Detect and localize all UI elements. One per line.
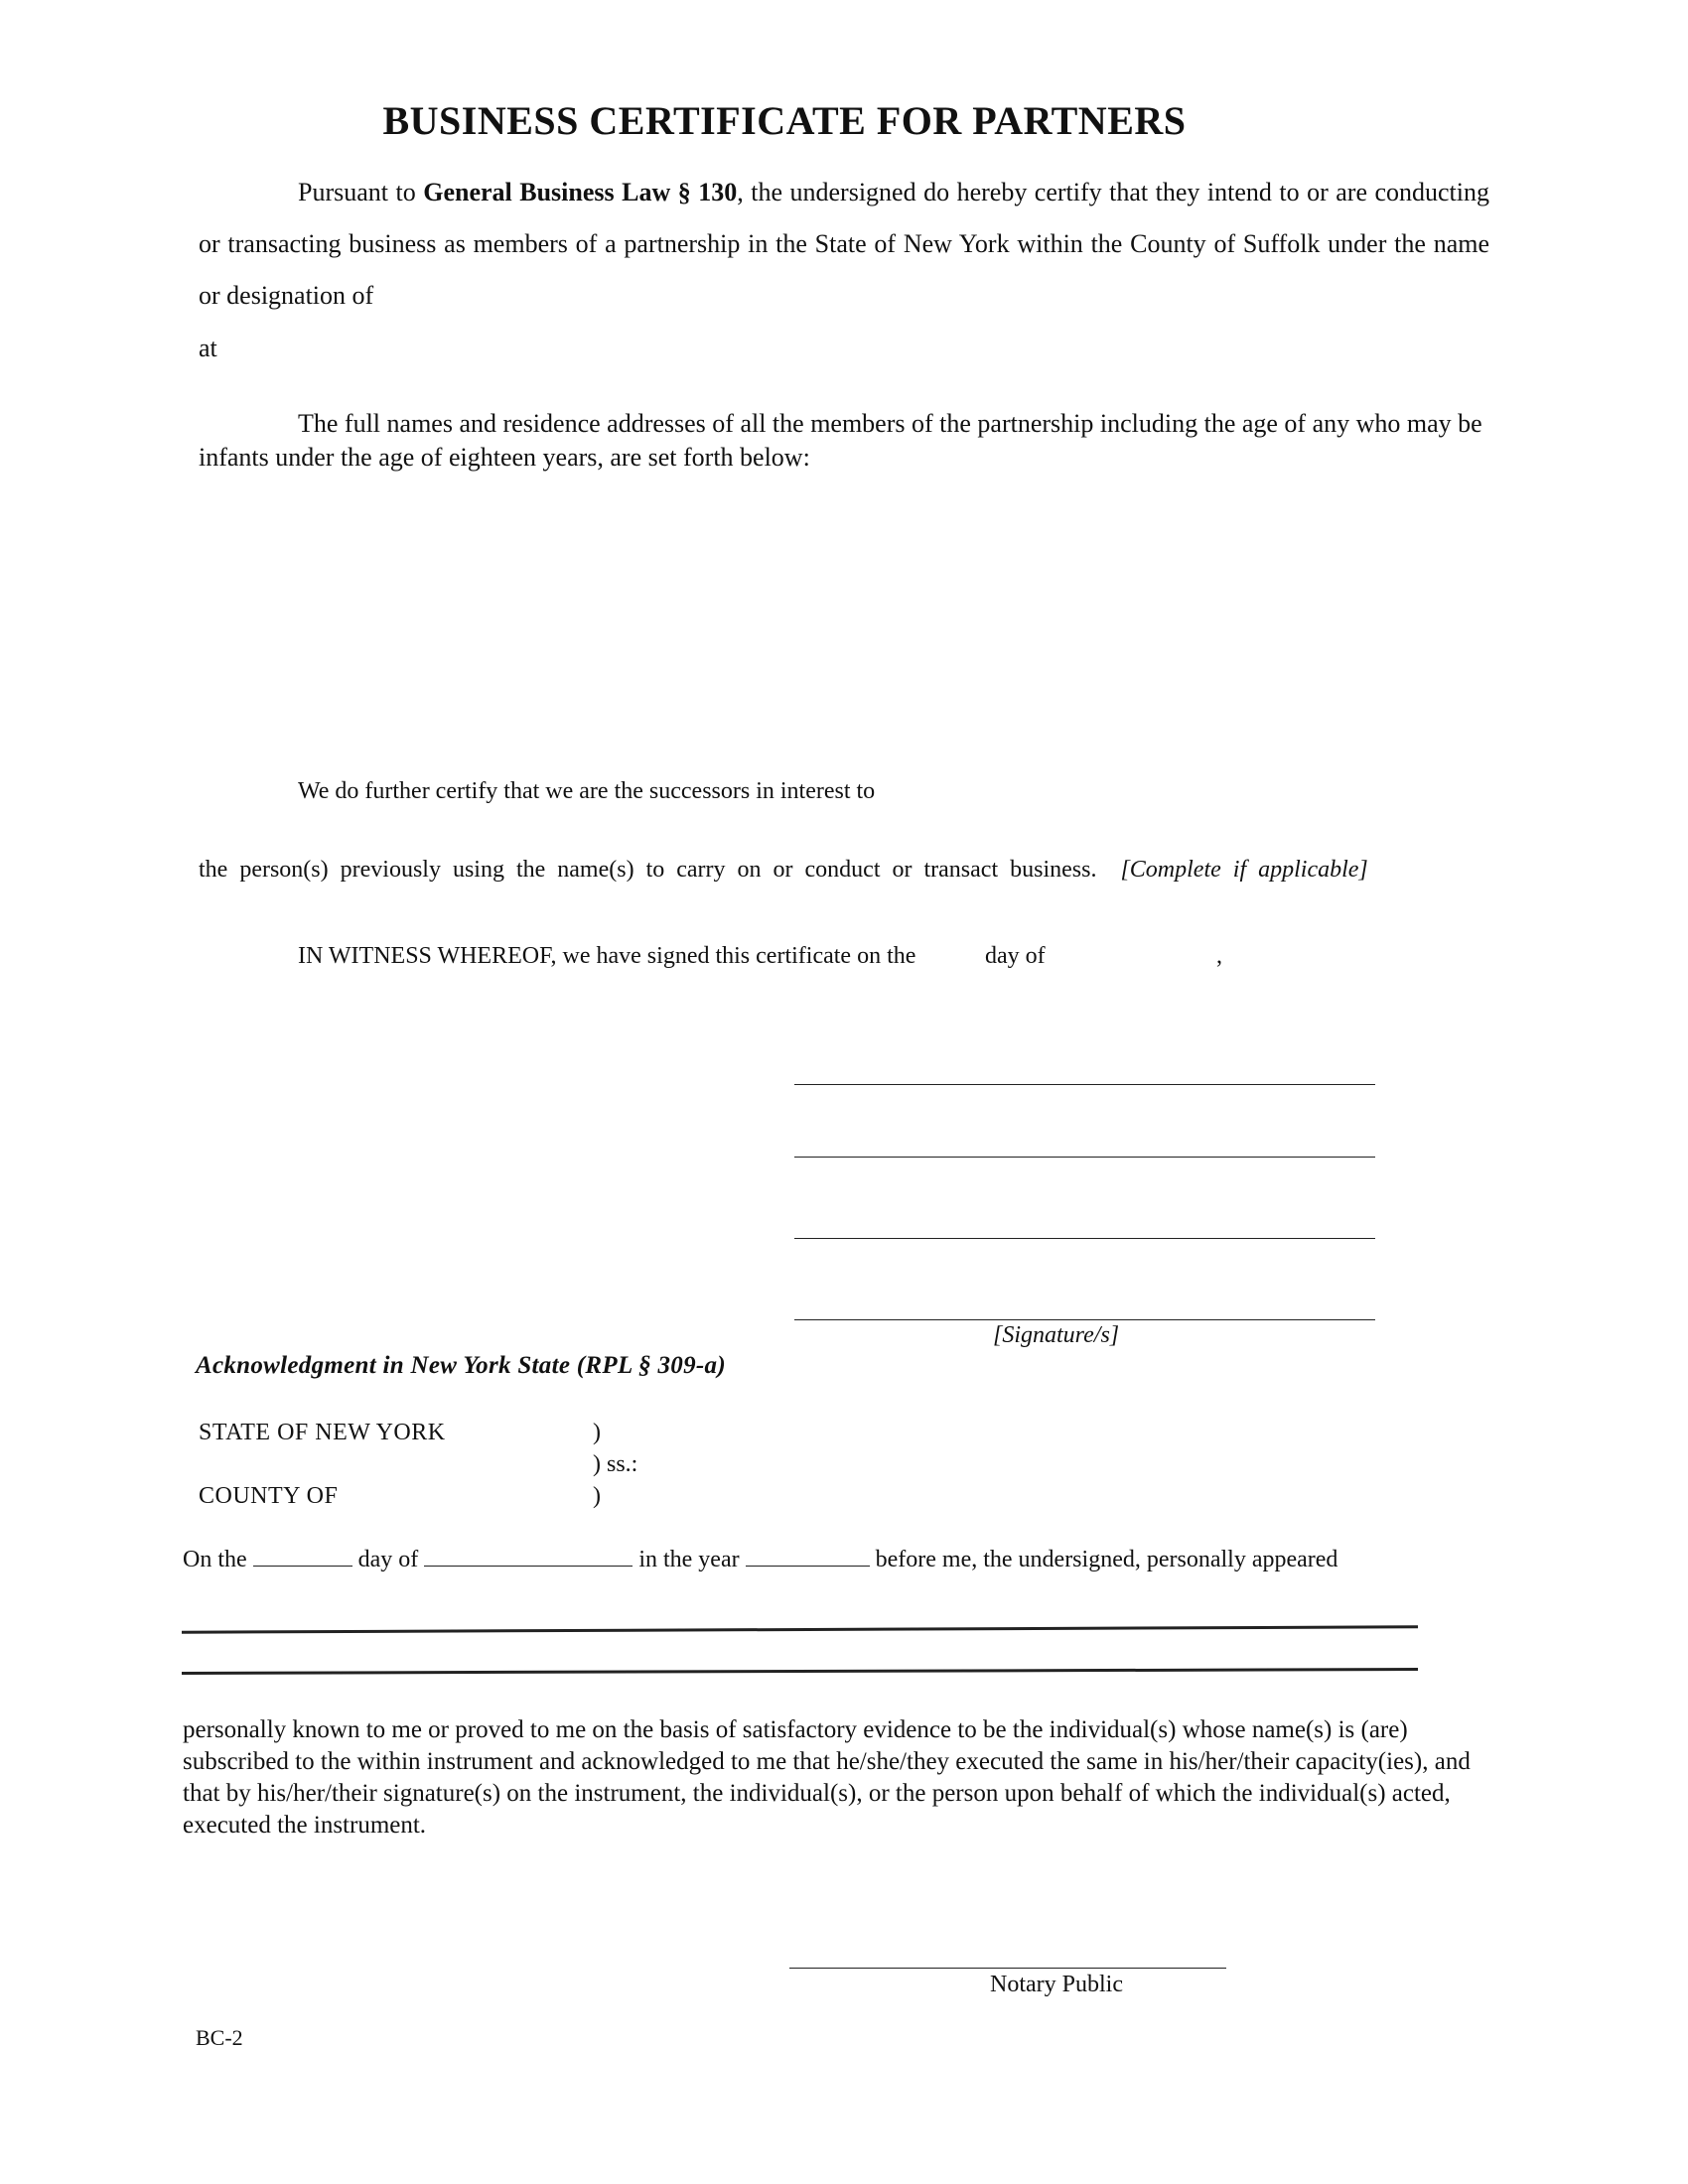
successor-line-2 (199, 857, 1368, 884)
venue-county: COUNTY OF (199, 1483, 339, 1509)
witness-comma: , (1216, 943, 1222, 969)
appearance-line (183, 1544, 1337, 1573)
form-code: BC-2 (196, 2025, 243, 2050)
signature-label: [Signature/s] (993, 1322, 1120, 1348)
venue-state: STATE OF NEW YORK (199, 1420, 446, 1445)
appeared-name-line-2[interactable] (182, 1668, 1418, 1675)
intro-pre: Pursuant to (298, 178, 416, 206)
day-blank[interactable] (253, 1544, 352, 1567)
successor-note: [Complete if applicable] (1120, 857, 1368, 883)
intro-post: , the undersigned do hereby certify that they intend to or are conducting or transacting business as members of a partnership in the State of New York within the County of Suffolk under the name or designation of (199, 178, 1490, 310)
at-label: at (199, 334, 217, 362)
venue-paren-2: ) (593, 1483, 601, 1509)
appeared-name-line-1[interactable] (182, 1625, 1418, 1633)
intro-paragraph (199, 167, 1489, 322)
acknowledgment-paragraph: personally known to me or proved to me on the basis of satisfactory evidence to be the individual(s) whose name(s) is (are) subscribed to the within instrument and acknowledged to me that he/she/they executed the same in his/her/their capacity(ies), and that by his/her/their signature(s) on the instrument, the individual(s), or the person upon behalf of which the individual(s) acted, executed the instrument. (183, 1716, 1471, 1839)
notary-signature-line[interactable] (789, 1968, 1226, 1969)
venue-ss: ) ss.: (593, 1451, 638, 1477)
members-paragraph: The full names and residence addresses of all the members of the partnership including the age of any who may be infants under the age of eighteen years, are set forth below: (199, 409, 1482, 472)
signature-line-1[interactable] (794, 1084, 1375, 1085)
on-the-label: On the (183, 1547, 247, 1572)
intro-law: General Business Law § 130 (423, 178, 738, 206)
witness-day-label: day of (985, 943, 1046, 969)
appeared-text: before me, the undersigned, personally appeared (875, 1547, 1338, 1572)
in-the-year-label: in the year (638, 1547, 740, 1572)
successor-text: the person(s) previously using the name(s) to carry on or conduct or transact business. (199, 857, 1097, 883)
venue-paren-1: ) (593, 1420, 601, 1445)
signature-line-4[interactable] (794, 1319, 1375, 1320)
year-blank[interactable] (746, 1544, 870, 1567)
notary-label: Notary Public (990, 1972, 1123, 1997)
signature-line-2[interactable] (794, 1157, 1375, 1158)
day-of-label: day of (357, 1547, 419, 1572)
successor-line-1: We do further certify that we are the successors in interest to (298, 778, 876, 804)
month-blank[interactable] (424, 1544, 633, 1567)
witness-text: IN WITNESS WHEREOF, we have signed this certificate on the (298, 943, 916, 969)
acknowledgment-heading: Acknowledgment in New York State (RPL § 309-a) (196, 1352, 726, 1379)
signature-line-3[interactable] (794, 1238, 1375, 1239)
document-title: BUSINESS CERTIFICATE FOR PARTNERS (382, 98, 1187, 143)
